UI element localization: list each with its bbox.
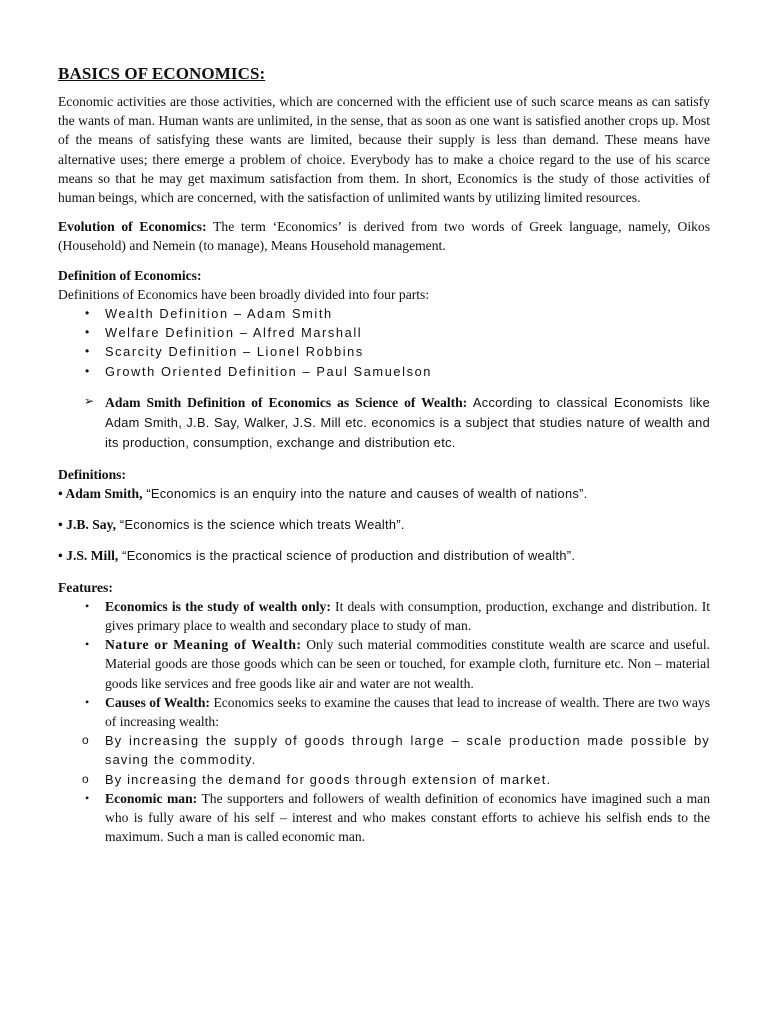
feature-text: It deals with consumption, production, exchange and distribution. It gives primary place to wealth and secondary place to study of man. — [105, 598, 710, 634]
quote-author: J.B. Say, — [66, 517, 117, 533]
definition-heading: Definition of Economics: — [58, 267, 202, 283]
arrow-bullet-icon: ➢ — [84, 393, 95, 408]
list-item-text: Welfare Definition – Alfred Marshall — [105, 325, 363, 341]
feature-text: Economics seeks to examine the causes that lead to increase of wealth. There are two ways of increasing wealth: — [105, 694, 710, 730]
feature-text: Only such material commodities constitute wealth are scarce and useful. Material goods are those goods which can be seen or touched, for example cloth, furniture etc. Non – material goods like services and free goods like air and water are not wealth. — [105, 637, 711, 691]
feature-item — [58, 635, 710, 693]
definition-intro: Definitions of Economics have been broadly divided into four parts: — [58, 286, 430, 302]
adam-smith-label: Adam Smith Definition of Economics as Science of Wealth: — [105, 394, 468, 410]
bullet-icon: • — [85, 363, 90, 378]
sub-list-item-text: By increasing the supply of goods through large – scale production made possible by saving the commodity. — [105, 733, 710, 768]
list-item — [58, 323, 710, 342]
bullet-icon: • — [58, 517, 63, 533]
evolution-text: The term ‘Economics’ is derived from two words of Greek language, namely, Oikos (Household) and Nemein (to manage), Means Household management. — [58, 219, 711, 254]
evolution-label: Evolution of Economics: — [58, 219, 207, 235]
sub-list-item — [58, 731, 710, 769]
evolution-paragraph — [58, 217, 710, 255]
document-body — [58, 64, 710, 847]
list-item-text: Scarcity Definition – Lionel Robbins — [105, 344, 364, 360]
wealth-ways-list — [58, 731, 710, 789]
intro-paragraph: Economic activities are those activities, which are concerned with the efficient use of such scarce means as can satisfy the wants of man. Human wants are unlimited, in the sense, that as soon as one want is satisfied another crops up. Most of the means of satisfying these wants are limited, because their supply is less than demand. These means have alternative uses; there emerge a problem of choice. Everybody has to make a choice regard to the use of his scarce means so that he may get maximum satisfaction from them. In short, Economics is the study of those activities of human beings, which are concerned, with the satisfaction of unlimited wants by utilizing limited resources. — [58, 94, 710, 206]
list-item — [58, 362, 710, 381]
feature-label: Economics is the study of wealth only: — [105, 598, 331, 614]
feature-item — [58, 693, 710, 789]
bullet-icon: • — [85, 306, 90, 321]
definition-list — [58, 304, 710, 381]
circle-bullet-icon: o — [82, 733, 89, 748]
bullet-icon: • — [85, 598, 90, 613]
quote-author: J.S. Mill, — [66, 548, 119, 564]
quote-jb-say — [58, 515, 710, 534]
feature-item — [58, 789, 710, 847]
list-item — [58, 342, 710, 361]
quote-adam-smith — [58, 484, 710, 503]
adam-smith-definition — [58, 393, 710, 453]
feature-label: Nature or Meaning of Wealth: — [105, 637, 302, 653]
list-item — [58, 304, 710, 323]
definitions-heading: Definitions: — [58, 466, 126, 482]
features-list — [58, 597, 710, 847]
features-heading: Features: — [58, 579, 113, 595]
circle-bullet-icon: o — [82, 771, 89, 786]
bullet-icon: • — [85, 637, 90, 652]
sub-list-item — [58, 770, 710, 789]
adam-smith-text: According to classical Economists like Adam Smith, J.B. Say, Walker, J.S. Mill etc. economics is a subject that studies nature of wealth and its production, consumption, exchange and distribution etc. — [105, 394, 710, 450]
list-item-text: Wealth Definition – Adam Smith — [105, 306, 333, 322]
feature-label: Economic man: — [105, 790, 198, 806]
quote-js-mill — [58, 546, 710, 565]
page-title: BASICS OF ECONOMICS: — [58, 64, 266, 83]
quote-text: “Economics is the science which treats Wealth”. — [116, 517, 405, 533]
quote-author: Adam Smith, — [65, 486, 143, 502]
adam-smith-paragraph — [105, 393, 710, 453]
quote-text: “Economics is an enquiry into the nature and causes of wealth of nations”. — [142, 486, 588, 502]
list-item-text: Growth Oriented Definition – Paul Samuelson — [105, 363, 433, 379]
bullet-icon: • — [85, 344, 90, 359]
feature-label: Causes of Wealth: — [105, 694, 210, 710]
feature-item — [58, 597, 710, 635]
bullet-icon: • — [85, 790, 90, 805]
bullet-icon: • — [85, 325, 90, 340]
bullet-icon: • — [58, 486, 63, 502]
bullet-icon: • — [85, 694, 90, 709]
sub-list-item-text: By increasing the demand for goods through extension of market. — [105, 771, 552, 787]
feature-text: The supporters and followers of wealth definition of economics have imagined such a man who is fully aware of his self – interest and who makes constant efforts to achieve his selfish ends to the maximum. Such a man is called economic man. — [105, 790, 710, 845]
quote-text: “Economics is the practical science of production and distribution of wealth”. — [118, 548, 576, 564]
bullet-icon: • — [58, 548, 63, 564]
